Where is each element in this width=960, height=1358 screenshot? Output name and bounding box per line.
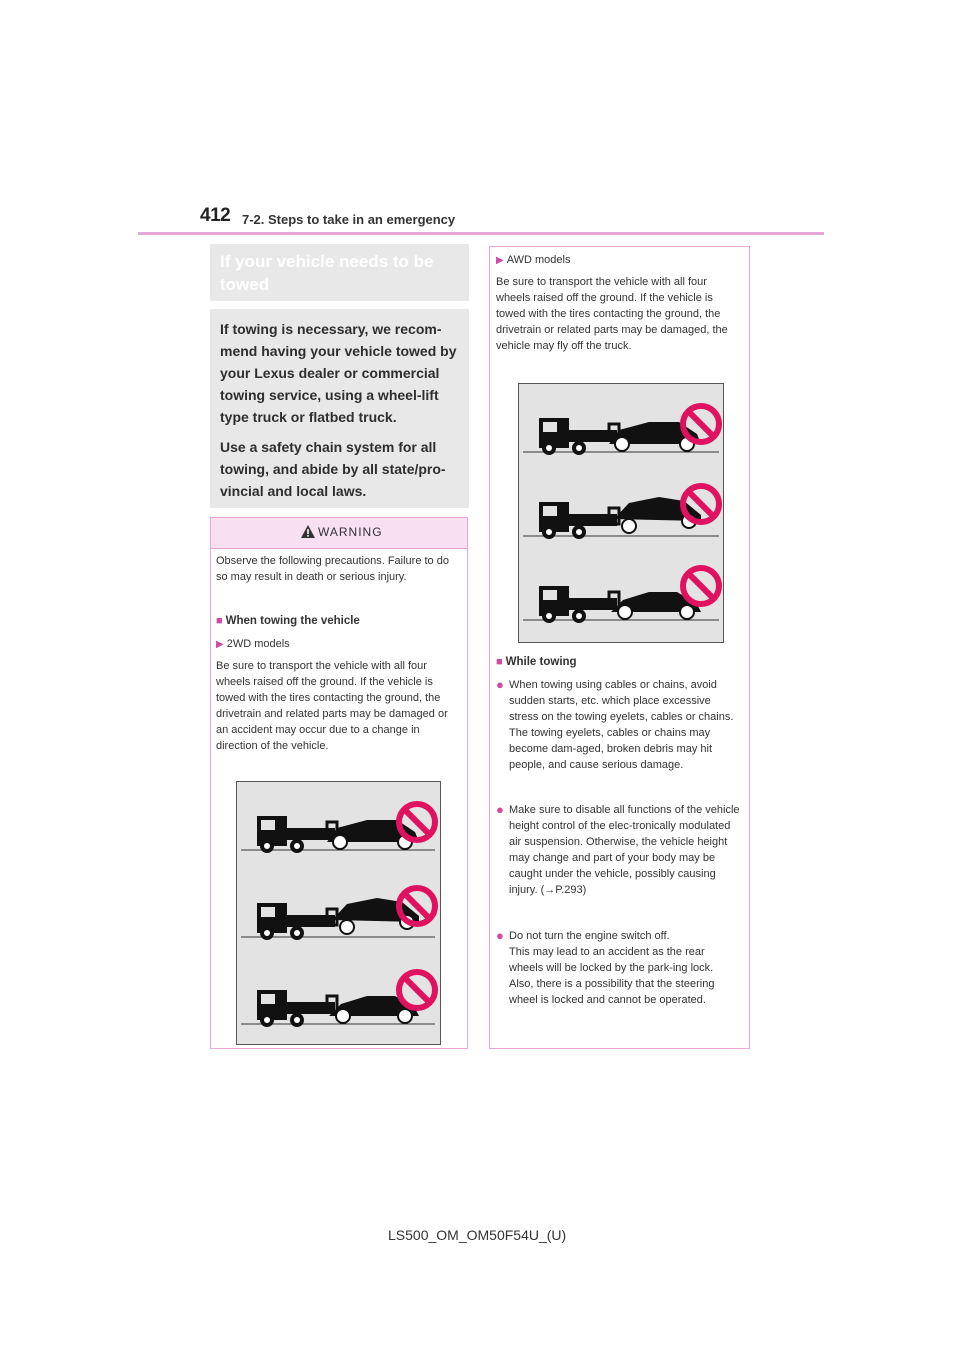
model-awd: ▶ AWD models xyxy=(496,254,571,266)
bullet-item-2: ● Make sure to disable all functions of the vehicle height control of the elec-tronically modulated air suspension. Otherwise, the vehicle height may change and part of your body may be caught under the vehicle, possibly causing injury. (→P.293) xyxy=(496,802,740,896)
intro-paragraph-2: Use a safety chain system for all towing, and abide by all state/pro-vincial and local laws. xyxy=(220,439,446,499)
warning-label: WARNING xyxy=(318,525,383,539)
square-bullet-icon: ■ xyxy=(496,656,503,668)
intro-paragraph-1: If towing is necessary, we recom-mend having your vehicle towed by your Lexus dealer or commercial towing service, using a wheel-lift type truck or flatbed truck. xyxy=(220,321,457,425)
warning-box xyxy=(210,517,468,1049)
triangle-bullet-icon: ▶ xyxy=(496,255,504,266)
warning-intro: Observe the following precautions. Failure to do so may result in death or serious injury. xyxy=(216,555,449,583)
figure-awd-towing xyxy=(518,383,724,643)
towing-illustration xyxy=(237,782,440,1044)
heading-box xyxy=(210,244,469,301)
page-number: 412 xyxy=(200,205,231,226)
square-bullet-icon: ■ xyxy=(216,615,223,627)
bullet-item-1: ● When towing using cables or chains, avoid sudden starts, etc. which place excessive stress on the towing eyelets, cables or chains. The towing eyelets, cables or chains may become dam-aged, broken debris may hit people, and cause serious damage. xyxy=(496,677,734,771)
intro-box xyxy=(210,309,469,508)
circle-bullet-icon: ● xyxy=(496,802,504,817)
warning-triangle-icon xyxy=(301,525,315,538)
towing-illustration xyxy=(519,384,723,642)
subheading-while-towing: ■ While towing xyxy=(496,656,577,668)
circle-bullet-icon: ● xyxy=(496,928,504,943)
section-title: 7-2. Steps to take in an emergency xyxy=(242,212,456,227)
subheading-when-towing: ■ When towing the vehicle xyxy=(216,615,360,627)
document-code: LS500_OM_OM50F54U_(U) xyxy=(388,1227,567,1243)
triangle-bullet-icon: ▶ xyxy=(216,639,224,650)
text-awd: Be sure to transport the vehicle with all four wheels raised off the ground. If the vehicle is towed with the tires contacting the ground, the drivetrain or related parts may be damaged, the vehicle may fly off the truck. xyxy=(496,276,728,352)
model-2wd: ▶ 2WD models xyxy=(216,638,290,650)
text-2wd: Be sure to transport the vehicle with all four wheels raised off the ground. If the vehicle is towed with the tires contacting the ground, the drivetrain and related parts may be damaged or an accident may occur due to a change in direction of the vehicle. xyxy=(216,660,448,752)
figure-2wd-towing xyxy=(236,781,441,1045)
warning-header xyxy=(211,518,467,549)
page-heading: If your vehicle needs to be towed xyxy=(220,252,434,294)
bullet-item-3: ● Do not turn the engine switch off. This may lead to an accident as the rear wheels will be locked by the park-ing lock. Also, there is a possibility that the steering wheel is locked and cannot be operated. xyxy=(496,928,715,1006)
circle-bullet-icon: ● xyxy=(496,677,504,692)
header-rule xyxy=(138,232,824,235)
warning-box-continued xyxy=(489,246,750,1049)
